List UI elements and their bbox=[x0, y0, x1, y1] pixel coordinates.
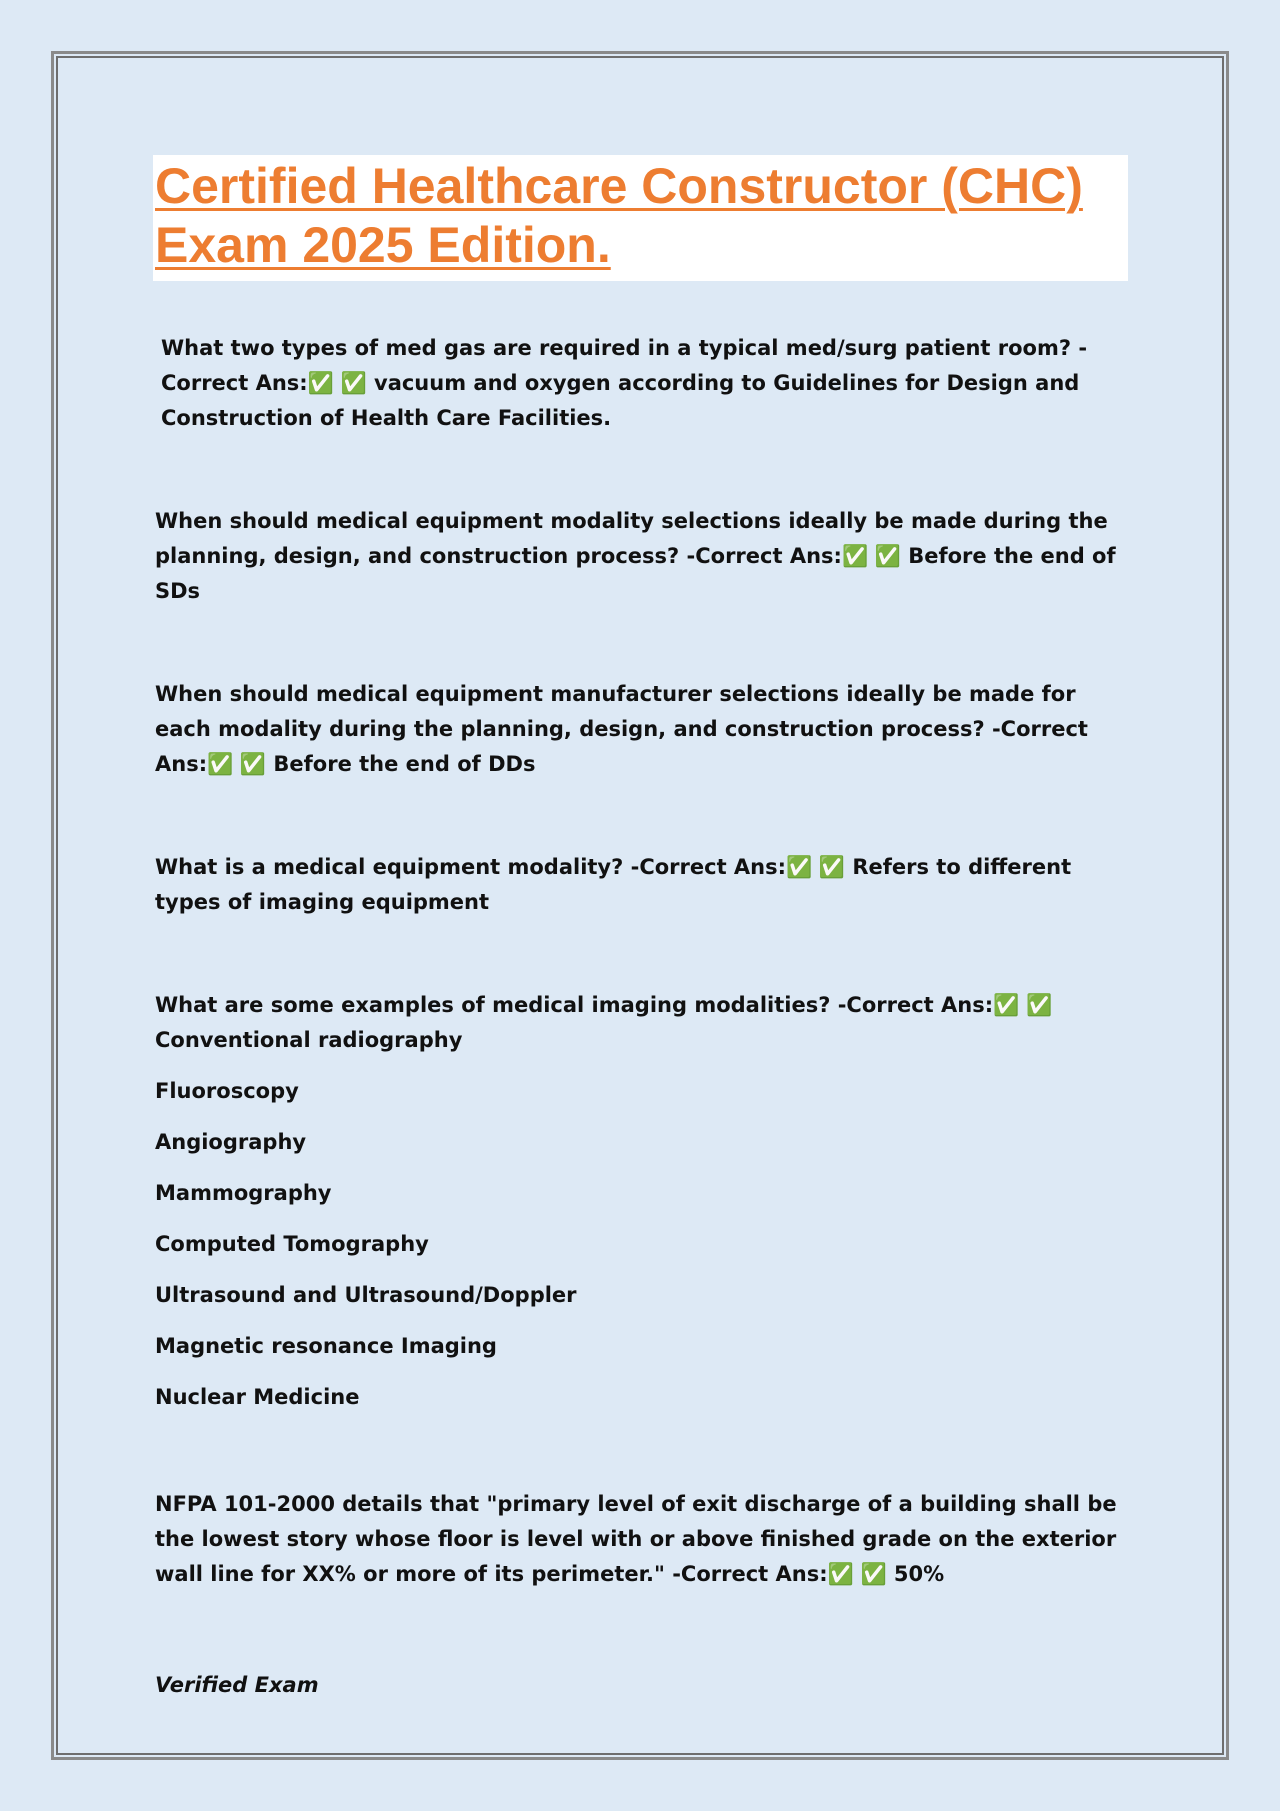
qa-item-4 bbox=[155, 850, 1130, 920]
answer-text: Refers to different types of imaging equipment bbox=[155, 855, 1072, 914]
answer-text: Before the end of DDs bbox=[266, 752, 536, 776]
modality-list bbox=[155, 1074, 1130, 1415]
document-body bbox=[155, 155, 1130, 1592]
list-item: Fluoroscopy bbox=[155, 1079, 299, 1103]
list-item: Computed Tomography bbox=[155, 1232, 429, 1256]
checkmark-icon: ✅ ✅ bbox=[993, 993, 1053, 1017]
qa-item-3 bbox=[155, 677, 1130, 782]
footer-label: Verified Exam bbox=[155, 1673, 319, 1697]
question-text: What is a medical equipment modality? -Correct Ans: bbox=[155, 855, 787, 879]
list-item: Angiography bbox=[155, 1130, 307, 1154]
question-text: What two types of med gas are required in a typical med/surg patient room? -Correct Ans: bbox=[161, 336, 1088, 395]
question-text: When should medical equipment modality selections ideally be made during the planning, design, and construction process? -Correct Ans: bbox=[155, 509, 1108, 568]
list-item: Magnetic resonance Imaging bbox=[155, 1334, 497, 1358]
answer-text: 50% bbox=[886, 1562, 945, 1586]
list-item: Nuclear Medicine bbox=[155, 1385, 360, 1409]
qa-item-6 bbox=[155, 1487, 1130, 1592]
answer-text: vacuum and oxygen according to Guidelines for Design and Construction of Health Care Facilities. bbox=[161, 371, 1080, 430]
checkmark-icon: ✅ ✅ bbox=[841, 544, 901, 568]
question-text: NFPA 101-2000 details that "primary level of exit discharge of a building shall be the lowest story whose floor is level with or above finished grade on the exterior wall line for XX% or more of its perimeter." -Correct Ans: bbox=[155, 1492, 1117, 1586]
question-text: When should medical equipment manufacturer selections ideally be made for each modality during the planning, design, and construction process? -Correct Ans: bbox=[155, 682, 1088, 776]
answer-text: Before the end of SDs bbox=[155, 544, 1116, 603]
document-title: Certified Healthcare Constructor (CHC) Exam 2025 Edition. bbox=[155, 158, 1083, 273]
checkmark-icon: ✅ ✅ bbox=[786, 855, 846, 879]
title-box bbox=[153, 155, 1128, 281]
qa-item-5 bbox=[155, 988, 1130, 1058]
qa-item-1 bbox=[155, 331, 1130, 436]
checkmark-icon: ✅ ✅ bbox=[827, 1562, 887, 1586]
checkmark-icon: ✅ ✅ bbox=[207, 752, 267, 776]
question-text: What are some examples of medical imaging modalities? -Correct Ans: bbox=[155, 993, 994, 1017]
list-item: Ultrasound and Ultrasound/Doppler bbox=[155, 1283, 577, 1307]
qa-item-2 bbox=[155, 504, 1130, 609]
list-item: Mammography bbox=[155, 1181, 332, 1205]
checkmark-icon: ✅ ✅ bbox=[307, 371, 367, 395]
answer-text: Conventional radiography bbox=[155, 1028, 463, 1052]
